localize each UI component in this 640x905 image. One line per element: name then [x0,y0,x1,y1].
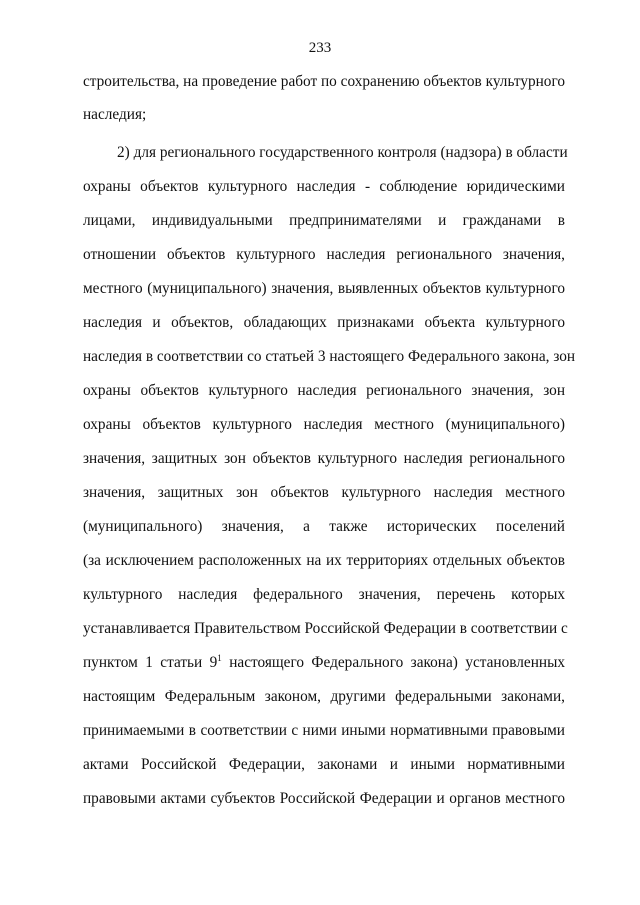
text-line-14: (муниципального) значения, а также исторических поселений [83,518,565,535]
text-line-15: (за исключением расположенных на их территориях отдельных объектов [83,552,565,569]
text-line-13: значения, защитных зон объектов культурного наследия местного [83,484,565,501]
text-line-9: наследия в соответствии со статьей 3 настоящего Федерального закона, зон [83,348,576,365]
text-line-10: охраны объектов культурного наследия регионального значения, зон [83,382,565,399]
text-line-11: охраны объектов культурного наследия местного (муниципального) [83,416,565,433]
text-line-7: местного (муниципального) значения, выявленных объектов культурного [83,280,565,297]
text-line-4: охраны объектов культурного наследия - соблюдение юридическими [83,178,565,195]
text-line-18 [83,654,565,672]
text-line-8: наследия и объектов, обладающих признаками объекта культурного [83,314,565,331]
text-line-17: устанавливается Правительством Российской Федерации в соответствии с [83,620,568,637]
text-line-18-end: настоящего Федерального закона) установленных [221,654,565,671]
text-line-21: актами Российской Федерации, законами и иными нормативными [83,756,565,773]
superscript-article: 1 [217,653,222,663]
text-line-1: строительства, на проведение работ по сохранению объектов культурного [83,73,565,90]
text-line-12: значения, защитных зон объектов культурного наследия регионального [83,450,565,467]
text-line-16: культурного наследия федерального значения, перечень которых [83,586,565,603]
text-line-20: принимаемыми в соответствии с ними иными нормативными правовыми [83,722,565,739]
text-line-19: настоящим Федеральным законом, другими федеральными законами, [83,688,565,705]
page-number: 233 [308,40,332,56]
text-line-3: 2) для регионального государственного контроля (надзора) в области [117,144,568,161]
text-line-2: наследия; [83,106,147,123]
text-line-22: правовыми актами субъектов Российской Федерации и органов местного [83,790,565,807]
text-line-5: лицами, индивидуальными предпринимателями и гражданами в [83,212,565,229]
text-line-18-start: пунктом 1 статьи 9 [83,654,218,671]
text-line-6: отношении объектов культурного наследия регионального значения, [83,246,565,263]
